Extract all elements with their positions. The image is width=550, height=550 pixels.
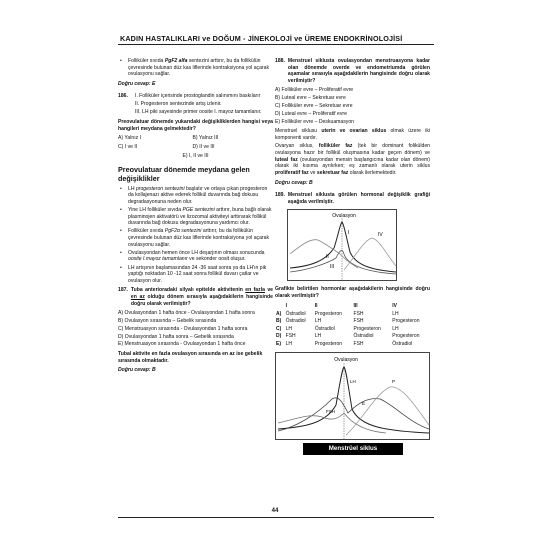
curve-label-ii: II	[326, 254, 329, 261]
question-189-text-2: Grafikte belirtilen hormonlar aşağıdakilerin hangisinde doğru olarak verilmiştir?	[275, 286, 430, 299]
table-row[interactable]: B) Östradiol LH FSH Progesteron	[276, 318, 420, 325]
curve-i	[290, 222, 396, 272]
option-c[interactable]: C) Menstruasyon sırasında - Ovulasyondan 1 hafta sonra	[118, 325, 248, 332]
question-187	[118, 287, 273, 307]
answer-options-188	[275, 87, 430, 125]
footer-divider	[118, 517, 434, 518]
menstrual-cycle-chart-svg	[276, 353, 431, 441]
curve-label-iv: IV	[378, 232, 383, 239]
section-bullet: • LH artışının başlamasından 24 -36 saat sonra ya da LH'ın pik yaptığı noktadan 10 -12 saat sonra follikül duvarı çatlar ve ovulasyon olur.	[120, 264, 267, 284]
hormone-chart	[287, 209, 397, 281]
option-c[interactable]: C) I ve II	[118, 143, 138, 150]
question-number: 186.	[118, 93, 128, 100]
ovulation-label: Ovulasyon	[332, 213, 356, 220]
question-number: 189.	[275, 192, 285, 199]
right-column	[275, 58, 430, 455]
curve-label-lh: LH	[350, 378, 356, 384]
intro-bullet: • Folliküler sıvıda PgF2 alfa sentezini arttırır, bu da follikülün çevresinde bulunan düz kas liflerinde kontraksiyona yol açarak ovulasyonu sağlar.	[120, 58, 270, 78]
bullet-dot-icon: •	[120, 249, 122, 256]
roman-item: I. Folliküler içerisinde prostoglandin salınımını baskılarır	[134, 93, 261, 100]
curve-label-e: E	[362, 400, 366, 406]
answer-188: Doğru cevap: B	[275, 179, 313, 186]
option-e[interactable]: E) Folliküler evre – Deskuamasyon	[275, 118, 354, 125]
bullet-dot-icon: •	[120, 207, 122, 214]
question-186	[118, 93, 273, 119]
option-c[interactable]: C) Folliküler evre – Sekretuar evre	[275, 103, 353, 110]
section-bullet: • LH progesteron sentezini başlatır ve ortaya çıkan progesteron da kollajenazı aktive ederek follikül duvarında bağ dokusu degradasyonuna neden olur.	[120, 185, 268, 206]
option-d[interactable]: D) Ovulasyondan 1 hafta sonra – Gebelik sırasında	[118, 333, 234, 340]
bullet-dot-icon: •	[120, 58, 122, 64]
table-row[interactable]: D) FSH LH Östradiol Progesteron	[276, 333, 420, 340]
answer-187: Doğru cevap: B	[118, 367, 156, 374]
curve-iv	[344, 238, 396, 270]
page-number: 44	[271, 508, 279, 514]
hormone-chart-svg	[288, 210, 398, 282]
question-188	[275, 58, 430, 84]
option-b[interactable]: B) Yalnız III	[192, 135, 219, 142]
section-bullet: • Ovulasyondan hemen önce LH deşarjının olması sonucunda oosite I.mayoz tamamlanır ve sekonder oosit oluşur.	[120, 249, 265, 263]
curve-label-p: P	[392, 378, 396, 384]
question-number: 187.	[118, 287, 128, 294]
header-divider	[118, 44, 434, 45]
answer-options-187	[118, 310, 273, 348]
question-187-text: Tuba anterioradaki silyalı epitelde aktivitenin en fazla ve en az olduğu dönem sırasıyla aşağıdakilerin hangisinde doğru olarak verilmiştir?	[130, 287, 273, 307]
page-header-title: KADIN HASTALIKLARI ve DOĞUM - JİNEKOLOJİ ve ÜREME ENDOKRİNOLOJİSİ	[120, 34, 403, 43]
intro-bullet-list	[118, 58, 273, 78]
curve-lh	[278, 367, 429, 433]
answer-options-186	[118, 135, 273, 150]
option-a[interactable]: A) Folliküler evre – Proliferatif evre	[275, 87, 354, 94]
table-header-row: I II III IV	[285, 303, 397, 310]
question-number: 188.	[275, 58, 285, 64]
explanation-188-b: Ovaryan siklus, folliküler faz (tek bir dominant folikülden ovulasyona hazır bir follikül oluşmasına kadar geçen dönem) ve luteal faz (ovulasyondan mensin başlangıcına kadar olan dönem) olarak iki kısıma ayrılırken; eş zamanlı olarak uterin siklus proliferatif faz ve sekretuar faz olarak ilerlemektedir.	[275, 143, 431, 176]
option-d[interactable]: D) Luteal evre – Proliferatif evre	[275, 110, 347, 117]
roman-item: II. Progesteron sentezinde artış izlenir.	[134, 101, 222, 108]
option-a[interactable]: A) Ovulasyondan 1 hafta önce - Ovulasyondan 1 hafta sonra	[118, 310, 255, 317]
question-186-text: Preovulatuar dönemde yukarıdaki değişikliklerden hangisi veya hangileri meydana gelmektedir?	[118, 119, 273, 132]
section-title: Preovulatuar dönemde meydana gelen değişiklikler	[118, 164, 250, 183]
option-a[interactable]: A) Yalnız I	[118, 135, 142, 142]
explanation-187: Tubal aktivite en fazla ovulasyon sırasında en az ise gebelik sırasında olmaktadır.	[118, 350, 263, 364]
bullet-dot-icon: •	[120, 228, 122, 235]
question-189-text: Menstruel siklusta görülen hormonal değişiklik grafiği aşağıda verilmiştir.	[287, 192, 430, 205]
explanation-188-a: Menstruel siklusu uterin ve ovarian siklus olmak üzere iki komponenti vardır.	[275, 128, 430, 141]
option-e[interactable]: E) Menstruasyon sırasında - Ovulasyondan 1 hafta önce	[118, 341, 246, 348]
chart-caption-banner: Menstrüel siklus	[303, 443, 403, 455]
option-b[interactable]: B) Ovulasyon sırasında – Gebelik sırasında	[118, 317, 217, 324]
table-row[interactable]: A) Östradiol Progesteron FSH LH	[276, 310, 399, 317]
question-188-text: Menstruel siklusta ovulasyondan menstruasyona kadar olan dönemde overde ve endometriumda görülen aşamalar sırasıyla aşağıdakilerin hangisinde doğru olarak verilmiştir?	[287, 58, 430, 84]
roman-item: III. LH piki sayesinde primer oosite I. mayoz tamamlanır.	[134, 108, 262, 115]
ovulation-label: Ovulasyon	[334, 356, 358, 363]
curve-fsh	[278, 413, 386, 433]
menstrual-cycle-chart	[275, 352, 430, 440]
curve-label-i: I	[348, 230, 350, 237]
bullet-dot-icon: •	[120, 185, 122, 192]
section-bullet-list	[118, 186, 273, 285]
table-row[interactable]: E) LH Progesteron FSH Östradiol	[276, 340, 413, 347]
table-row[interactable]: C) LH Östradiol Progesteron LH	[276, 325, 399, 332]
roman-item-list	[131, 93, 262, 116]
bullet-dot-icon: •	[120, 264, 122, 271]
question-189	[275, 192, 430, 205]
section-bullet: • Folliküler sıvıda PgF2α sentezini arttırır, bu da follikülün çevresinde bulunan düz kas liflerinde kontraksiyona yol açarak ovulasyonu sağlar.	[120, 228, 270, 248]
curve-label-iii: III	[330, 264, 335, 271]
curve-p	[346, 386, 429, 434]
option-d[interactable]: D) II ve III	[192, 143, 215, 150]
left-column	[118, 58, 273, 380]
option-b[interactable]: B) Luteal evre – Sekretuar evre	[275, 95, 346, 102]
curve-label-fsh: FSH	[326, 408, 335, 414]
section-bullet: • Yine LH folliküler sıvıda PGE sentezini arttırır, buna bağlı olarak plasminojen aktivatörü ve lizozomal aktiviteyi arttırarak follikül duvarında bağ dokusu degradasyonuna yardımcı olur.	[120, 207, 272, 227]
option-e[interactable]: E) I, II ve III	[182, 153, 209, 160]
answer-table-189	[275, 303, 430, 348]
answer-185: Doğru cevap: E	[118, 80, 156, 87]
